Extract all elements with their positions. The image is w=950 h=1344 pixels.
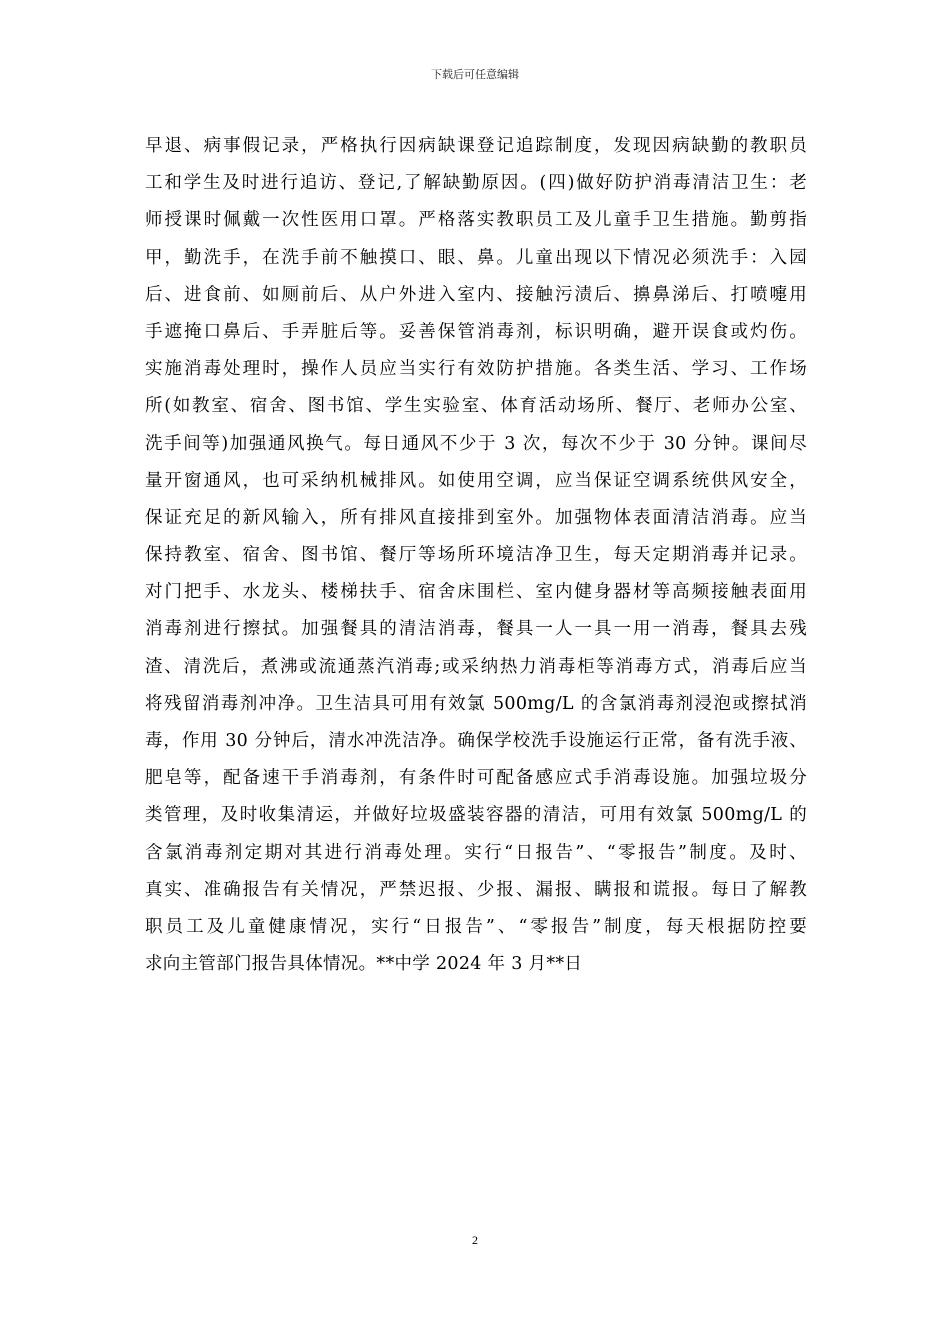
body-line-last: 求向主管部门报告具体情况。**中学 2024 年 3 月**日: [145, 954, 583, 975]
body-line: 毒，作用 30 分钟后，清水冲洗洁净。确保学校洗手设施运行正常，备有洗手液、: [145, 731, 807, 751]
page-header: 下载后可任意编辑: [431, 68, 519, 81]
body-line: 手遮掩口鼻后、手弄脏后等。妥善保管消毒剂，标识明确，避开误食或灼伤。: [145, 321, 807, 342]
body-line: 保持教室、宿舍、图书馆、餐厅等场所环境洁净卫生，每天定期消毒并记录。: [145, 545, 807, 566]
body-line: 洗手间等)加强通风换气。每日通风不少于 3 次，每次不少于 30 分钟。课间尽: [145, 433, 807, 454]
body-line: 类管理，及时收集清运，并做好垃圾盛装容器的清洁，可用有效氯 500mg/L 的: [145, 805, 807, 826]
body-line: 量开窗通风，也可采纳机械排风。如使用空调，应当保证空调系统供风安全，: [145, 470, 807, 491]
body-line: 对门把手、水龙头、楼梯扶手、宿舍床围栏、室内健身器材等高频接触表面用: [145, 582, 807, 603]
body-line: 所(如教室、宿舍、图书馆、学生实验室、体育活动场所、餐厅、老师办公室、: [145, 396, 807, 417]
document-body: [145, 128, 807, 983]
body-line: 将残留消毒剂冲净。卫生洁具可用有效氯 500mg/L 的含氯消毒剂浸泡或擦拭消: [145, 693, 807, 714]
body-line: 师授课时佩戴一次性医用口罩。严格落实教职员工及儿童手卫生措施。勤剪指: [145, 210, 807, 231]
body-line: 消毒剂进行擦拭。加强餐具的清洁消毒，餐具一人一具一用一消毒，餐具去残: [145, 619, 807, 640]
body-line: 后、进食前、如厕前后、从户外进入室内、接触污渍后、擤鼻涕后、打喷嚏用: [145, 284, 807, 305]
body-line: 职员工及儿童健康情况，实行“日报告”、“零报告”制度，每天根据防控要: [145, 916, 807, 937]
page-number: 2: [472, 1233, 478, 1247]
body-line: 工和学生及时进行追访、登记,了解缺勤原因。(四)做好防护消毒清洁卫生：老: [145, 173, 807, 194]
body-line: 保证充足的新风输入，所有排风直接排到室外。加强物体表面清洁消毒。应当: [145, 507, 807, 528]
body-line: 渣、清洗后，煮沸或流通蒸汽消毒;或采纳热力消毒柜等消毒方式，消毒后应当: [145, 656, 807, 677]
body-line: 早退、病事假记录，严格执行因病缺课登记追踪制度，发现因病缺勤的教职员: [145, 136, 807, 156]
body-line: 实施消毒处理时，操作人员应当实行有效防护措施。各类生活、学习、工作场: [145, 359, 807, 380]
body-line: 甲，勤洗手，在洗手前不触摸口、眼、鼻。儿童出现以下情况必须洗手：入园: [145, 247, 807, 268]
body-line: 真实、准确报告有关情况，严禁迟报、少报、漏报、瞒报和谎报。每日了解教: [145, 879, 807, 900]
body-line: 含氯消毒剂定期对其进行消毒处理。实行“日报告”、“零报告”制度。及时、: [145, 842, 807, 863]
body-line: 肥皂等，配备速干手消毒剂，有条件时可配备感应式手消毒设施。加强垃圾分: [145, 768, 807, 789]
